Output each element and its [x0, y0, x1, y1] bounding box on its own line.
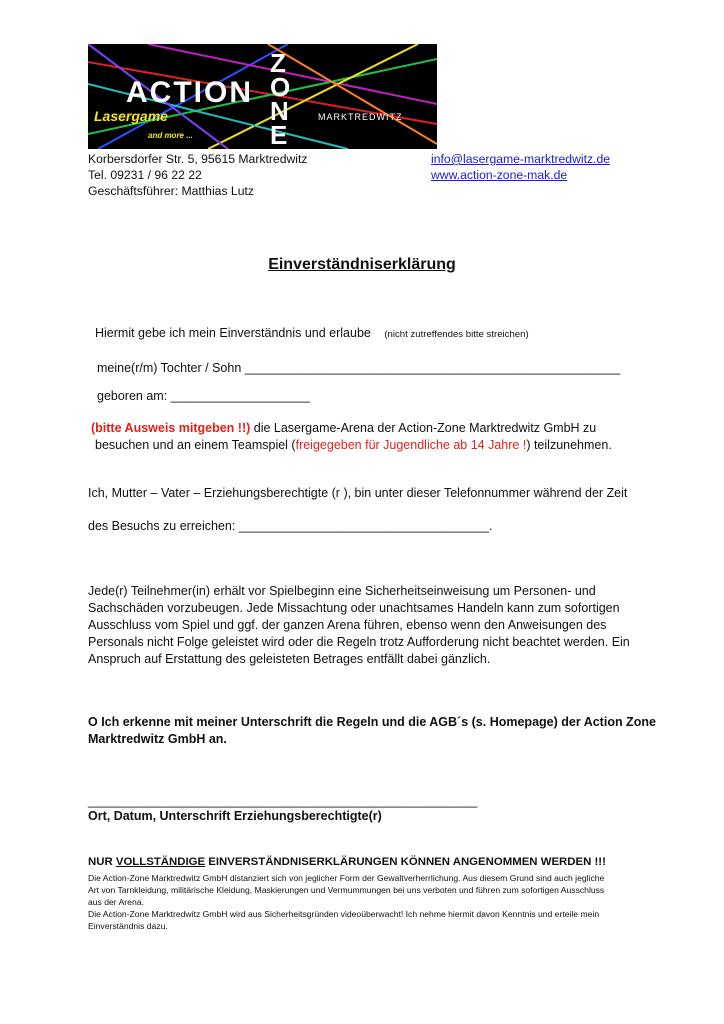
visit-text-1: die Lasergame-Arena der Action-Zone Marktredwitz GmbH zu — [250, 421, 597, 435]
logo-zone-n: N — [270, 96, 289, 126]
signature-line[interactable]: ________________________________________________________ — [88, 794, 478, 808]
rules-line: Personals nicht Folge geleistet wird oder die Regeln trotz Aufforderung nicht beachtet werden. Ein — [88, 635, 630, 649]
logo-action-text: ACTION — [126, 76, 253, 109]
footer-notice-prefix: NUR — [88, 856, 116, 868]
consent-intro-text: Hiermit gebe ich mein Einverständnis und erlaube — [95, 326, 371, 340]
consent-intro — [95, 325, 529, 343]
id-note: (bitte Ausweis mitgeben !!) — [91, 421, 251, 435]
visit-line-2 — [95, 437, 612, 454]
footer-small-line: aus der Arena. — [88, 897, 144, 907]
child-name-field[interactable]: meine(r/m) Tochter / Sohn ______________________________________________________ — [97, 361, 621, 375]
signature-label: Ort, Datum, Unterschrift Erziehungsberechtigte(r) — [88, 809, 382, 823]
visit-line-1 — [91, 420, 596, 437]
agb-checkbox-line[interactable]: O Ich erkenne mit meiner Unterschrift die Regeln und die AGB´s (s. Homepage) der Action Zone — [88, 715, 656, 729]
visit-text-3: ) teilzunehmen. — [526, 438, 612, 452]
manager-text: Geschäftsführer: Matthias Lutz — [88, 184, 254, 198]
address-text: Korbersdorfer Str. 5, 95615 Marktredwitz — [88, 152, 308, 166]
footer-small-line: Einverständnis dazu. — [88, 921, 168, 931]
consent-intro-note: (nicht zutreffendes bitte streichen) — [384, 329, 529, 340]
rules-line: Jede(r) Teilnehmer(in) erhält vor Spielbeginn eine Sicherheitseinweisung um Personen- und — [88, 584, 596, 598]
rules-line: Ausschluss vom Spiel und ggf. der ganzen Arena führen, ebenso wenn den Anweisungen des — [88, 618, 607, 632]
rules-line: Anspruch auf Erstattung des geleisteten Betrages entfällt dabei gänzlich. — [88, 652, 491, 666]
logo-graphic — [88, 44, 437, 149]
logo-lasergame-text: Lasergame — [94, 108, 168, 124]
agb-line-2: Marktredwitz GmbH an. — [88, 732, 227, 746]
email-link[interactable]: info@lasergame-marktredwitz.de — [431, 152, 610, 166]
action-zone-logo — [88, 44, 437, 149]
logo-zone-z: Z — [270, 48, 286, 78]
page-title — [0, 256, 724, 274]
guardian-phone-field[interactable]: des Besuchs zu erreichen: ____________________________________. — [88, 519, 493, 533]
logo-zone-e: E — [270, 120, 288, 149]
logo-zone-o: O — [270, 72, 291, 102]
phone-text: Tel. 09231 / 96 22 22 — [88, 168, 202, 182]
rules-paragraph — [88, 583, 630, 668]
visit-text-2: besuchen und an einem Teamspiel ( — [95, 438, 296, 452]
footer-notice-underlined: VOLLSTÄNDIGE — [115, 856, 206, 868]
page-title-text: Einverständniserklärung — [268, 256, 456, 273]
website-link[interactable]: www.action-zone-mak.de — [431, 168, 568, 182]
footer-notice-suffix: EINVERSTÄNDNISERKLÄRUNGEN KÖNNEN ANGENOMMEN WERDEN !!! — [205, 856, 606, 868]
rules-line: Sachschäden vorzubeugen. Jede Missachtung oder unachtsames Handeln kann zum sofortigen — [88, 601, 620, 615]
footer-small-line: Art von Tarnkleidung, militärische Kleidung, Maskierungen und Vermummungen bei uns verboten und führen zum sofortigen Ausschluss — [88, 885, 605, 895]
age-note: freigegeben für Jugendliche ab 14 Jahre ! — [295, 438, 527, 452]
footer-notice — [88, 856, 606, 868]
footer-small-print — [88, 872, 604, 932]
footer-small-line: Die Action-Zone Marktredwitz GmbH wird aus Sicherheitsgründen videoüberwacht! Ich nehme hiermit davon Kenntnis und erteile mein — [88, 909, 600, 919]
logo-and-more-text: and more ... — [148, 131, 193, 140]
birth-date-field[interactable]: geboren am: ____________________ — [97, 389, 310, 403]
logo-city-text: MARKTREDWITZ — [318, 112, 403, 122]
guardian-line-1: Ich, Mutter – Vater – Erziehungsberechtigte (r ), bin unter dieser Telefonnummer während der Zeit — [88, 486, 628, 500]
footer-small-line: Die Action-Zone Marktredwitz GmbH distanziert sich von jeglicher Form der Gewaltverherrlichung. Aus diesem Grund sind auch jegliche — [88, 873, 605, 883]
